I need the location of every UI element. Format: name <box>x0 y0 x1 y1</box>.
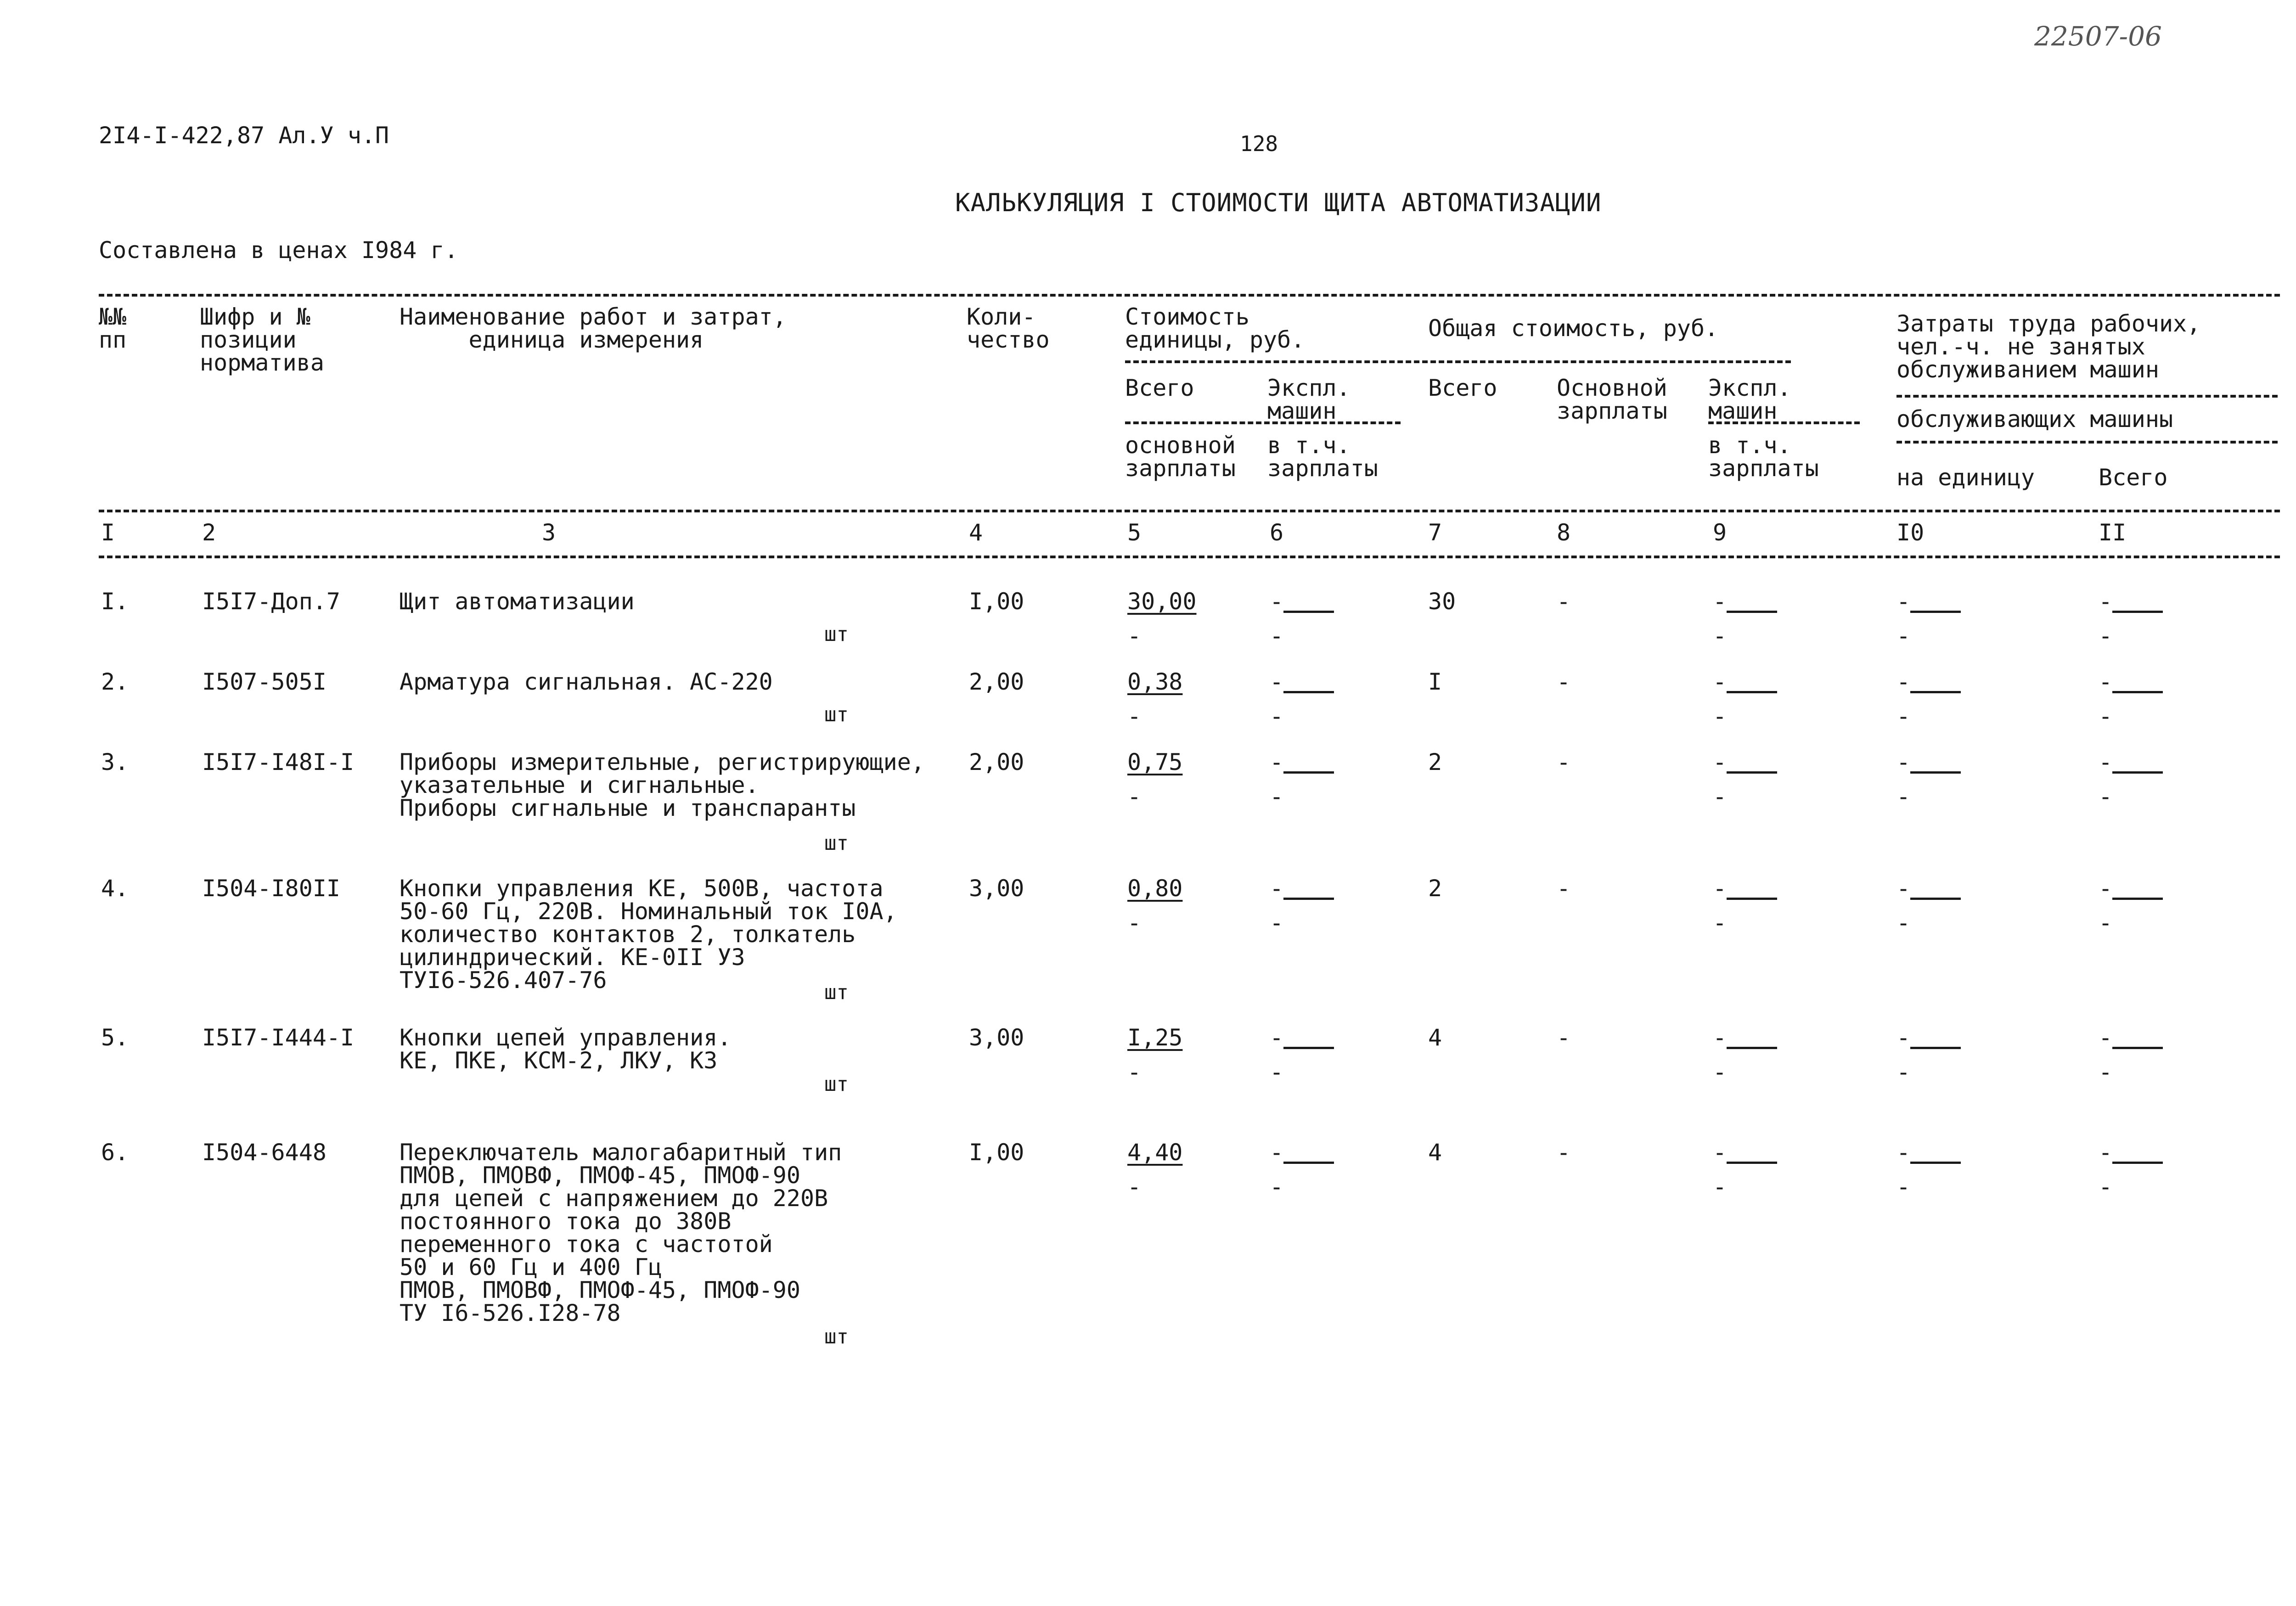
header-total-all: Всего <box>1428 375 1497 401</box>
row-code: I5I7-I444-I <box>202 1024 355 1051</box>
cost-subheader-rule <box>1125 360 1791 363</box>
row-total-mach-sub: - <box>1713 910 1727 936</box>
row-total-mach-sub: - <box>1713 703 1727 730</box>
row-unit-mach: - <box>1270 1024 1284 1051</box>
row-qty: I,00 <box>969 588 1024 615</box>
row-total-mach-sub: - <box>1713 623 1727 649</box>
row-code: I504-I80II <box>202 875 341 902</box>
row-labor-unit-rule <box>1910 1162 1961 1164</box>
row-number: 4. <box>101 875 129 902</box>
column-number: 2 <box>202 519 216 546</box>
row-total-base: - <box>1557 1139 1571 1166</box>
row-name: Приборы измерительные, регистрирующие, указательные и сигнальные. Приборы сигнальные и транспаранты <box>400 749 925 821</box>
header-code: Шифр и № позиции норматива <box>200 303 324 376</box>
row-total-mach-sub: - <box>1713 1059 1727 1085</box>
row-name: Кнопки цепей управления. КЕ, ПКЕ, КСМ-2, ЛКУ, КЗ <box>400 1024 732 1074</box>
row-total-mach-rule <box>1727 898 1777 900</box>
row-labor-unit: - <box>1896 1024 1911 1051</box>
column-number: 8 <box>1557 519 1571 546</box>
column-number: 3 <box>542 519 556 546</box>
row-total-mach-rule <box>1727 611 1777 613</box>
row-unit: шт <box>824 831 849 855</box>
row-unit-mach: - <box>1270 668 1284 695</box>
row-labor-unit-sub: - <box>1896 783 1911 810</box>
row-total-base: - <box>1557 588 1571 615</box>
row-unit-mach-rule <box>1283 1047 1334 1049</box>
row-total-mach: - <box>1713 875 1727 902</box>
document-code: 2I4-I-422,87 Ал.У ч.П <box>99 122 389 149</box>
labor-mach-rule <box>1896 441 2278 444</box>
row-labor-total-sub: - <box>2099 623 2113 649</box>
row-labor-total: - <box>2099 749 2113 775</box>
row-code: I5I7-I48I-I <box>202 749 355 775</box>
price-basis-note: Составлена в ценах I984 г. <box>99 237 458 264</box>
row-total-mach: - <box>1713 749 1727 775</box>
row-total-mach: - <box>1713 1139 1727 1166</box>
row-unit-cost: 30,00 <box>1127 588 1197 615</box>
labor-subheader-rule <box>1896 395 2278 398</box>
header-labor-unit: на единицу <box>1896 464 2035 491</box>
row-unit-cost-base: - <box>1127 1174 1142 1200</box>
row-labor-unit-sub: - <box>1896 703 1911 730</box>
row-labor-unit: - <box>1896 1139 1911 1166</box>
header-qty: Коли- чество <box>967 303 1050 353</box>
header-name: Наименование работ и затрат, единица измерения <box>400 303 787 353</box>
row-labor-total-rule <box>2112 771 2163 774</box>
row-labor-total: - <box>2099 588 2113 615</box>
row-total-base: - <box>1557 668 1571 695</box>
row-labor-total-sub: - <box>2099 1174 2113 1200</box>
row-labor-unit-rule <box>1910 771 1961 774</box>
page-title: КАЛЬКУЛЯЦИЯ I СТОИМОСТИ ЩИТА АВТОМАТИЗАЦИИ <box>955 188 1602 217</box>
row-number: 6. <box>101 1139 129 1166</box>
table-top-rule <box>99 294 2280 297</box>
row-name: Кнопки управления КЕ, 500В, частота 50-60 Гц, 220В. Номинальный ток I0А, количество контактов 2, толкатель цилиндрический. КЕ-0II УЗ ТУI6-526.407-76 <box>400 875 897 994</box>
row-unit-mach-rule <box>1283 898 1334 900</box>
row-labor-total-sub: - <box>2099 783 2113 810</box>
row-total: 4 <box>1428 1139 1442 1166</box>
row-labor-unit-sub: - <box>1896 623 1911 649</box>
row-code: I507-505I <box>202 668 326 695</box>
header-labor: Затраты труда рабочих, чел.-ч. не занятых обслуживанием машин <box>1896 310 2201 383</box>
row-unit-mach: - <box>1270 749 1284 775</box>
page-number: 128 <box>1240 131 1278 156</box>
header-labor-mach: обслуживающих машины <box>1896 406 2173 432</box>
row-unit-cost: 0,38 <box>1127 668 1183 695</box>
row-labor-unit-sub: - <box>1896 1059 1911 1085</box>
row-unit-cost-base: - <box>1127 783 1142 810</box>
row-number: 3. <box>101 749 129 775</box>
row-unit-mach-sub: - <box>1270 1059 1284 1085</box>
header-bottom-rule <box>99 510 2280 512</box>
row-labor-total: - <box>2099 1024 2113 1051</box>
row-total-base: - <box>1557 749 1571 775</box>
header-unit-mach: Экспл. машин <box>1267 375 1351 424</box>
row-unit: шт <box>824 1325 849 1348</box>
row-unit: шт <box>824 703 849 726</box>
row-total: 2 <box>1428 875 1442 902</box>
header-labor-total: Всего <box>2099 464 2168 491</box>
row-labor-unit-rule <box>1910 691 1961 693</box>
row-unit-mach-rule <box>1283 691 1334 693</box>
row-number: I. <box>101 588 129 615</box>
row-labor-unit-sub: - <box>1896 1174 1911 1200</box>
row-total: 30 <box>1428 588 1456 615</box>
row-name: Переключатель малогабаритный тип ПМОВ, ПМОВФ, ПМОФ-45, ПМОФ-90 для цепей с напряжением до 220В постоянного тока до 380В переменного тока с частотой 50 и 60 Гц и 400 Гц ПМОВ, ПМОВФ, ПМОФ-45, ПМОФ-90 ТУ I6-526.I28-78 <box>400 1139 842 1326</box>
column-number: I <box>101 519 115 546</box>
row-unit: шт <box>824 1073 849 1096</box>
column-number: 9 <box>1713 519 1727 546</box>
row-labor-total-sub: - <box>2099 910 2113 936</box>
row-unit-mach-rule <box>1283 1162 1334 1164</box>
row-labor-total: - <box>2099 1139 2113 1166</box>
row-labor-total-rule <box>2112 1162 2163 1164</box>
header-num: №№ пп <box>99 303 127 353</box>
row-total-base: - <box>1557 875 1571 902</box>
row-total: 2 <box>1428 749 1442 775</box>
row-labor-unit-rule <box>1910 1047 1961 1049</box>
row-qty: 3,00 <box>969 875 1024 902</box>
header-unit-cost: Стоимость единицы, руб. <box>1125 303 1305 353</box>
row-unit-cost-base: - <box>1127 1059 1142 1085</box>
row-labor-unit-sub: - <box>1896 910 1911 936</box>
header-total-mach: Экспл. машин <box>1708 375 1791 424</box>
row-unit-mach: - <box>1270 875 1284 902</box>
column-number: II <box>2099 519 2127 546</box>
row-unit-mach-sub: - <box>1270 703 1284 730</box>
row-labor-unit: - <box>1896 875 1911 902</box>
row-qty: 2,00 <box>969 668 1024 695</box>
column-number: I0 <box>1896 519 1925 546</box>
row-unit-cost: I,25 <box>1127 1024 1183 1051</box>
row-qty: 2,00 <box>969 749 1024 775</box>
column-number: 4 <box>969 519 983 546</box>
row-labor-total-sub: - <box>2099 703 2113 730</box>
header-total-cost: Общая стоимость, руб. <box>1428 315 1719 342</box>
row-qty: 3,00 <box>969 1024 1024 1051</box>
header-unit-base: основной зарплаты <box>1125 432 1236 482</box>
row-unit-mach-rule <box>1283 771 1334 774</box>
row-unit-cost: 0,75 <box>1127 749 1183 775</box>
header-total-incl: в т.ч. зарплаты <box>1708 432 1819 482</box>
row-total-mach-sub: - <box>1713 1174 1727 1200</box>
row-code: I504-6448 <box>202 1139 326 1166</box>
row-labor-total: - <box>2099 668 2113 695</box>
row-total-mach: - <box>1713 668 1727 695</box>
row-qty: I,00 <box>969 1139 1024 1166</box>
row-total: 4 <box>1428 1024 1442 1051</box>
row-labor-unit: - <box>1896 749 1911 775</box>
row-total-mach-sub: - <box>1713 783 1727 810</box>
row-total-base: - <box>1557 1024 1571 1051</box>
row-total-mach-rule <box>1727 771 1777 774</box>
header-unit-incl: в т.ч. зарплаты <box>1267 432 1378 482</box>
row-total-mach: - <box>1713 588 1727 615</box>
row-unit-mach-sub: - <box>1270 1174 1284 1200</box>
column-numbers-rule <box>99 556 2280 558</box>
row-unit-cost-base: - <box>1127 703 1142 730</box>
column-number: 6 <box>1270 519 1284 546</box>
row-labor-unit-rule <box>1910 898 1961 900</box>
header-unit-total: Всего <box>1125 375 1194 401</box>
column-number: 5 <box>1127 519 1142 546</box>
row-total-mach-rule <box>1727 1162 1777 1164</box>
row-labor-total-sub: - <box>2099 1059 2113 1085</box>
handwritten-number: 22507-06 <box>2034 21 2162 52</box>
row-number: 5. <box>101 1024 129 1051</box>
row-total-mach-rule <box>1727 1047 1777 1049</box>
row-unit-mach-rule <box>1283 611 1334 613</box>
column-number: 7 <box>1428 519 1442 546</box>
row-total-mach-rule <box>1727 691 1777 693</box>
row-unit-cost-base: - <box>1127 623 1142 649</box>
row-unit-cost: 0,80 <box>1127 875 1183 902</box>
row-total: I <box>1428 668 1442 695</box>
header-total-base: Основной зарплаты <box>1557 375 1667 424</box>
row-labor-total-rule <box>2112 898 2163 900</box>
row-labor-unit-rule <box>1910 611 1961 613</box>
row-labor-unit: - <box>1896 668 1911 695</box>
row-labor-total-rule <box>2112 1047 2163 1049</box>
row-labor-unit: - <box>1896 588 1911 615</box>
row-labor-total-rule <box>2112 611 2163 613</box>
row-labor-total: - <box>2099 875 2113 902</box>
row-name: Арматура сигнальная. АС-220 <box>400 668 773 695</box>
row-unit-mach: - <box>1270 1139 1284 1166</box>
row-unit: шт <box>824 623 849 646</box>
row-code: I5I7-Доп.7 <box>202 588 341 615</box>
row-unit-mach-sub: - <box>1270 623 1284 649</box>
row-total-mach: - <box>1713 1024 1727 1051</box>
row-number: 2. <box>101 668 129 695</box>
row-unit-cost-base: - <box>1127 910 1142 936</box>
row-unit-cost: 4,40 <box>1127 1139 1183 1166</box>
row-name: Щит автоматизации <box>400 588 635 615</box>
unit-cost-split-rule <box>1125 421 1401 424</box>
row-unit-mach: - <box>1270 588 1284 615</box>
row-unit-mach-sub: - <box>1270 910 1284 936</box>
row-unit-mach-sub: - <box>1270 783 1284 810</box>
row-labor-total-rule <box>2112 691 2163 693</box>
row-unit: шт <box>824 981 849 1004</box>
